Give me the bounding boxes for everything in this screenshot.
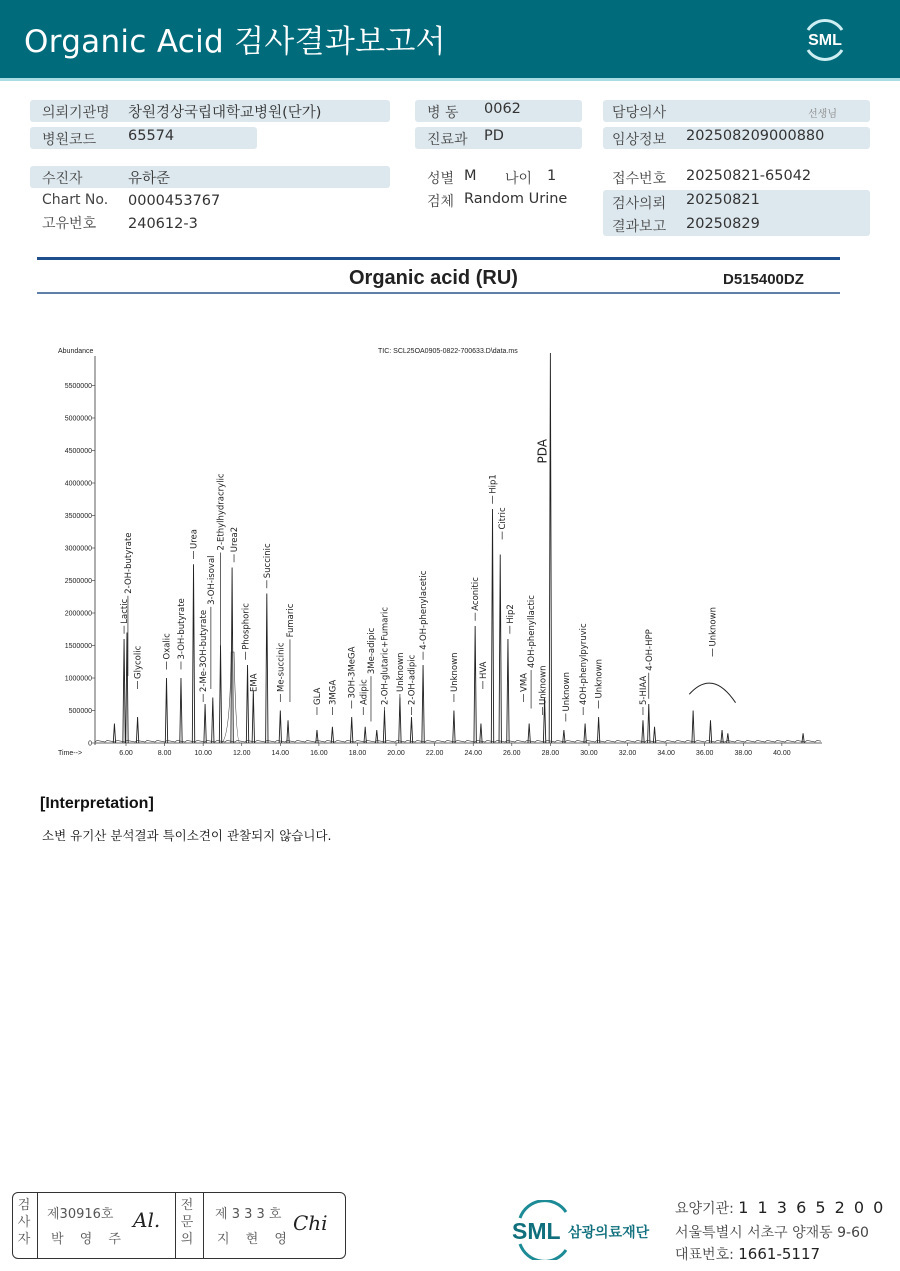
- section-title: Organic acid (RU): [349, 267, 518, 289]
- peak: [528, 724, 530, 744]
- y-axis-label: Abundance: [58, 348, 94, 355]
- specialist-label: 전문의: [180, 1198, 194, 1247]
- phone: 대표번호: 1661-5117: [675, 1245, 821, 1263]
- annotation-bracket: [689, 683, 735, 703]
- peak: [727, 733, 729, 743]
- svg-text:삼광의료재단: 삼광의료재단: [568, 1225, 650, 1241]
- section-rule-top: [37, 257, 840, 260]
- clinical-label: 임상정보: [612, 132, 667, 148]
- peak: [709, 720, 711, 743]
- peak-annotation: Aconitic: [471, 577, 482, 611]
- institution-value: 창원경상국립대학교병원(단가): [128, 105, 322, 121]
- sex-value: M: [464, 168, 477, 184]
- y-tick-label: 3000000: [64, 545, 92, 553]
- receipt-value: 20250821-65042: [686, 168, 812, 184]
- peak-annotation: 3-OH-butyrate: [176, 598, 187, 660]
- y-tick-label: 0: [88, 740, 92, 748]
- hospital-code-value: 65574: [128, 128, 175, 144]
- peak: [136, 717, 138, 743]
- peak-annotation: Hip2: [505, 604, 516, 624]
- x-tick-label: 30.00: [580, 750, 598, 757]
- address: 서울특별시 서초구 양재동 9-60: [675, 1225, 869, 1241]
- institution-code: 요양기관: 1 1 3 6 5 2 0 0: [675, 1198, 886, 1217]
- peak: [287, 720, 289, 743]
- x-tick-label: 14.00: [271, 750, 290, 757]
- ward-label: 병 동: [427, 105, 459, 121]
- peak-annotation: 3OH-3MeGA: [347, 646, 358, 699]
- x-tick-label: 36.00: [695, 750, 714, 757]
- peak-annotation: EMA: [249, 673, 260, 692]
- peak: [549, 353, 551, 743]
- peak: [180, 678, 182, 743]
- report-title: Organic Acid 검사결과보고서: [24, 24, 446, 60]
- peak-annotation: 4-OH-phenylacetic: [419, 570, 430, 650]
- institution-label: 의뢰기관명: [42, 105, 110, 121]
- x-tick-label: 32.00: [618, 750, 637, 757]
- y-tick-label: 5500000: [64, 383, 92, 390]
- chart-title: TIC: SCL25OA0905-0822-700633.D\data.ms: [378, 348, 518, 355]
- peak: [316, 730, 318, 743]
- peak: [113, 724, 115, 744]
- peak-annotation: 2-Me-3OH-butyrate: [199, 609, 210, 692]
- age-value: 1: [547, 168, 557, 184]
- peak-annotation: GLA: [312, 687, 323, 705]
- peak-annotation: 4OH-phenylpyruvic: [579, 623, 590, 705]
- peak: [279, 711, 281, 744]
- report-date-label: 결과보고: [612, 219, 667, 235]
- peak-annotation: 2-OH-butyrate: [123, 532, 134, 594]
- x-tick-label: 34.00: [657, 750, 675, 757]
- sml-logo-icon: [800, 12, 850, 66]
- peak: [422, 665, 424, 743]
- report-header: [0, 0, 900, 81]
- peak-annotation: Phosphoric: [241, 603, 252, 650]
- x-tick-label: 16.00: [310, 750, 328, 757]
- sex-label: 성별: [427, 171, 455, 187]
- peak: [721, 730, 723, 743]
- x-tick-label: 28.00: [541, 750, 560, 757]
- peak: [499, 555, 501, 744]
- peak: [212, 698, 214, 744]
- dept-label: 진료과: [427, 132, 468, 148]
- dept-value: PD: [484, 128, 504, 144]
- tester-label: 검사자: [17, 1198, 31, 1247]
- peak: [648, 704, 650, 743]
- peak: [480, 724, 482, 744]
- peak-annotation: Unknown: [538, 665, 549, 705]
- patient-label: 수진자: [42, 171, 83, 187]
- peak: [364, 727, 366, 743]
- y-tick-label: 4500000: [64, 448, 92, 455]
- peak-annotation: Unknown: [449, 652, 460, 692]
- peak-annotation: Glycolic: [133, 645, 144, 679]
- peak: [597, 717, 599, 743]
- request-value: 20250821: [686, 192, 760, 208]
- request-label: 검사의뢰: [612, 196, 667, 212]
- peak: [165, 678, 167, 743]
- peak: [350, 717, 352, 743]
- x-tick-label: 18.00: [348, 750, 367, 757]
- signature-box: [12, 1192, 346, 1259]
- peak-annotation: Urea: [189, 529, 200, 549]
- peak: [642, 720, 644, 743]
- peak-annotation: 3Me-adipic: [366, 627, 377, 675]
- interpretation-heading: [Interpretation]: [40, 795, 154, 812]
- peak-annotation: Adipic: [359, 679, 370, 705]
- age-label: 나이: [505, 171, 533, 187]
- interpretation-text: 소변 유기산 분석결과 특이소견이 관찰되지 않습니다.: [42, 828, 332, 843]
- peak: [231, 568, 233, 744]
- peak-annotation: Urea2: [230, 526, 241, 553]
- x-tick-label: 12.00: [232, 750, 251, 757]
- broad-peak: [221, 652, 240, 743]
- peak-annotation: Succinic: [262, 543, 273, 579]
- peak-annotation: Unknown: [561, 672, 572, 712]
- x-tick-label: 8.00: [157, 750, 172, 757]
- y-tick-label: 2000000: [64, 610, 92, 618]
- peak-annotation: 4-OH-HPP: [644, 629, 655, 671]
- peak-annotation: Unknown: [594, 659, 605, 699]
- peak-annotation: 3-OH-isoval: [206, 555, 217, 605]
- peak: [653, 727, 655, 743]
- tester-no: 제30916호: [47, 1207, 114, 1222]
- peak: [453, 711, 455, 744]
- y-tick-label: 500000: [68, 708, 92, 715]
- unique-no-value: 240612-3: [128, 216, 198, 232]
- chromatogram-chart: [0, 330, 900, 770]
- section-rule-bottom: [37, 292, 840, 294]
- sml-foundation-logo: [510, 1200, 670, 1260]
- chart-no-value: 0000453767: [128, 193, 221, 209]
- peak: [692, 711, 694, 744]
- peak-annotation: Citric: [498, 507, 509, 530]
- peak-annotation: PDA: [535, 439, 550, 464]
- ward-value: 0062: [484, 101, 521, 117]
- peak: [563, 730, 565, 743]
- x-axis-label: Time-->: [58, 750, 83, 757]
- peak-annotation: HVA: [478, 661, 489, 679]
- specimen-value: Random Urine: [464, 191, 568, 207]
- peak-annotation: Unknown: [395, 652, 406, 692]
- patient-value: 유하준: [128, 171, 171, 187]
- specialist-name: 지 현 영: [217, 1232, 293, 1247]
- y-tick-label: 1500000: [64, 643, 92, 650]
- peak: [399, 698, 401, 744]
- peak: [331, 727, 333, 743]
- peak-annotation: 5-HIAA: [638, 675, 649, 705]
- peak-annotation: 4OH-phenyllactic: [527, 595, 538, 669]
- x-tick-label: 24.00: [464, 750, 482, 757]
- x-tick-label: 20.00: [387, 750, 405, 757]
- y-tick-label: 4000000: [64, 480, 92, 488]
- peak: [507, 639, 509, 743]
- tester-name: 박 영 주: [51, 1232, 127, 1247]
- svg-text:SML: SML: [808, 32, 842, 49]
- peak-annotation: 3MGA: [328, 679, 339, 705]
- peak: [123, 639, 125, 743]
- peak: [491, 509, 493, 743]
- specialist-signature: Chi: [293, 1211, 328, 1235]
- peak: [584, 724, 586, 744]
- peak-annotation: Fumaric: [285, 603, 296, 638]
- y-tick-label: 2500000: [64, 578, 92, 585]
- x-tick-label: 26.00: [503, 750, 521, 757]
- hospital-code-label: 병원코드: [42, 132, 97, 148]
- specialist-no: 제 3 3 3 호: [215, 1207, 282, 1222]
- peak-annotation: 2-Ethylhydracrylic: [216, 473, 227, 551]
- tester-signature: Al.: [133, 1208, 161, 1232]
- unique-no-label: 고유번호: [42, 216, 97, 232]
- peak-annotation: Hip1: [488, 474, 499, 494]
- peak-annotation: Unknown: [708, 607, 719, 647]
- peak-annotation: 2-OH-glutaric+Fumaric: [380, 606, 391, 705]
- doctor-suffix: 선생님: [808, 109, 837, 120]
- report-date-value: 20250829: [686, 216, 760, 232]
- peak-annotation: VMA: [519, 673, 530, 692]
- peak: [383, 711, 385, 744]
- x-tick-label: 6.00: [119, 750, 133, 757]
- peak-annotation: Oxalic: [162, 633, 173, 660]
- x-tick-label: 22.00: [425, 750, 444, 757]
- peak: [192, 564, 194, 743]
- peak-annotation: Me-succinic: [276, 642, 287, 692]
- peak: [266, 594, 268, 744]
- y-tick-label: 1000000: [64, 675, 92, 683]
- receipt-label: 접수번호: [612, 171, 667, 187]
- peak: [376, 730, 378, 743]
- section-code: D515400DZ: [723, 271, 804, 288]
- specimen-label: 검체: [427, 194, 455, 210]
- peak: [474, 626, 476, 743]
- chart-no-label: Chart No.: [42, 192, 109, 208]
- clinical-value: 202508209000880: [686, 128, 825, 144]
- x-tick-label: 38.00: [734, 750, 753, 757]
- peak: [410, 717, 412, 743]
- x-tick-label: 40.00: [773, 750, 791, 757]
- svg-text:SML: SML: [512, 1218, 561, 1244]
- x-tick-label: 10.00: [194, 750, 212, 757]
- peak-annotation: Lactic: [120, 598, 131, 624]
- doctor-label: 담당의사: [612, 105, 667, 121]
- peak-annotation: 2-OH-adipic: [407, 654, 418, 705]
- peak: [204, 704, 206, 743]
- y-tick-label: 5000000: [64, 415, 92, 423]
- y-tick-label: 3500000: [64, 513, 92, 520]
